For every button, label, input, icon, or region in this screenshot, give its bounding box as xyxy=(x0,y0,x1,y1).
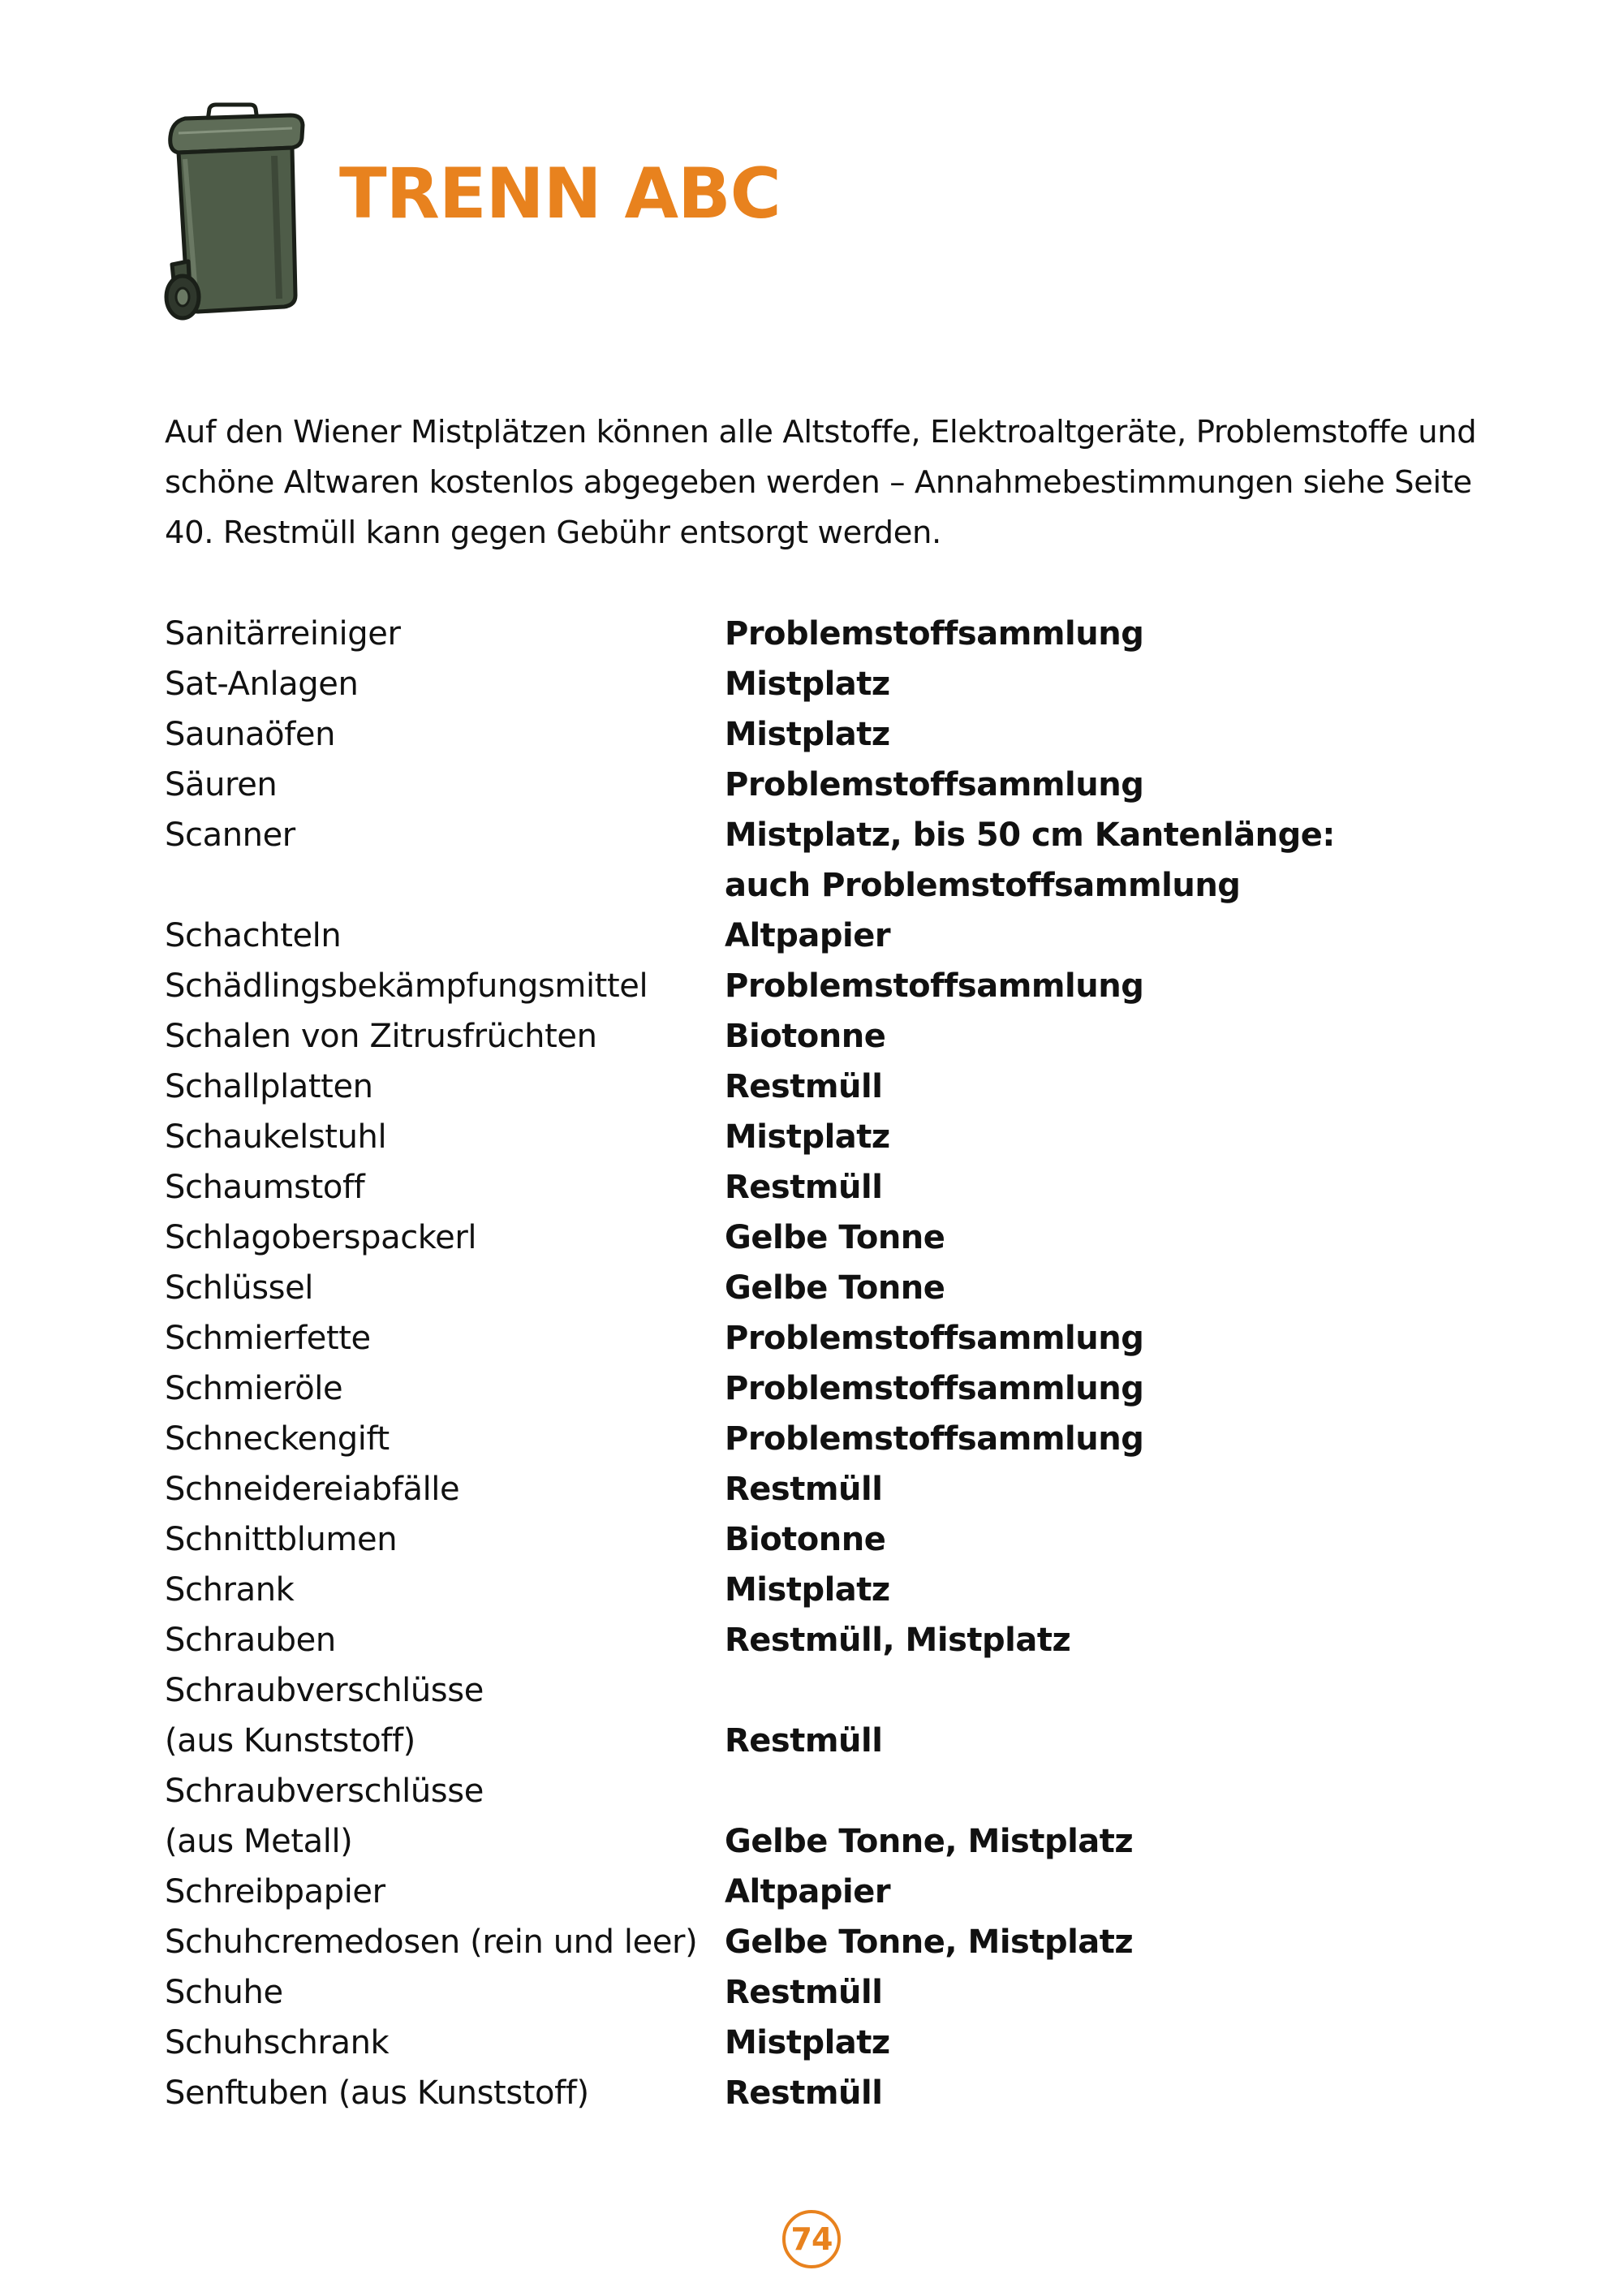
disposal-method xyxy=(725,1162,1479,1213)
item-name-line: Schmierfette xyxy=(165,1320,371,1357)
disposal-method-line: Gelbe Tonne, Mistplatz xyxy=(725,1823,1134,1860)
item-name-line: Schachteln xyxy=(165,917,342,954)
disposal-method-line: Mistplatz xyxy=(725,666,890,703)
item-name xyxy=(165,709,725,760)
disposal-method-line: Gelbe Tonne, Mistplatz xyxy=(725,1923,1134,1961)
item-name xyxy=(165,659,725,709)
disposal-method-line: Restmüll xyxy=(725,1974,883,2011)
disposal-method-line: Mistplatz xyxy=(725,1571,890,1609)
disposal-method-line: Restmüll xyxy=(725,1471,883,1508)
trash-bin-icon xyxy=(161,102,305,321)
item-name-line: Schnittblumen xyxy=(165,1521,398,1558)
waste-sorting-table xyxy=(165,609,1479,2118)
item-name xyxy=(165,1414,725,1464)
item-name-line: Schneidereiabfälle xyxy=(165,1471,460,1508)
disposal-method xyxy=(725,1665,1479,1766)
table-row xyxy=(165,961,1479,1011)
item-name-line: Saunaöfen xyxy=(165,716,336,753)
disposal-method-line: Mistplatz xyxy=(725,1118,890,1156)
disposal-method-line: Restmüll xyxy=(725,1722,883,1760)
table-row xyxy=(165,760,1479,810)
item-name-line: Schraubverschlüsse xyxy=(165,1773,484,1810)
disposal-method xyxy=(725,1313,1479,1363)
item-name-line: Schaukelstuhl xyxy=(165,1118,387,1156)
item-name xyxy=(165,1867,725,1917)
disposal-method-line: Problemstoffsammlung xyxy=(725,615,1144,653)
disposal-method-line: Mistplatz xyxy=(725,716,890,753)
disposal-method-line: Biotonne xyxy=(725,1018,886,1055)
disposal-method-line: Gelbe Tonne xyxy=(725,1219,945,1256)
item-name xyxy=(165,1162,725,1213)
disposal-method xyxy=(725,810,1479,911)
page-number: 74 xyxy=(782,2210,841,2268)
table-row xyxy=(165,609,1479,659)
disposal-method-line: Restmüll xyxy=(725,1169,883,1206)
table-row xyxy=(165,1414,1479,1464)
table-row xyxy=(165,1615,1479,1665)
intro-paragraph: Auf den Wiener Mistplätzen können alle Altstoffe, Elektroaltgeräte, Problemstoffe und schöne Altwaren kostenlos abgegeben werden – Annahmebestimmungen siehe Seite 40. Restmüll kann gegen Gebühr entsorgt werden. xyxy=(165,414,1477,551)
table-row xyxy=(165,1766,1479,1867)
item-name xyxy=(165,1011,725,1062)
disposal-method xyxy=(725,1967,1479,2018)
disposal-method-line: Problemstoffsammlung xyxy=(725,1320,1144,1357)
item-name-line: Schädlingsbekämpfungsmittel xyxy=(165,967,648,1005)
item-name-line: Senftuben (aus Kunststoff) xyxy=(165,2074,589,2112)
item-name-line: Schalen von Zitrusfrüchten xyxy=(165,1018,597,1055)
disposal-method xyxy=(725,1766,1479,1867)
item-name-line: Schuhe xyxy=(165,1974,283,2011)
table-row xyxy=(165,1062,1479,1112)
item-name-line: Schaumstoff xyxy=(165,1169,365,1206)
item-name xyxy=(165,1665,725,1766)
disposal-method xyxy=(725,1514,1479,1565)
item-name-line: Sanitärreiniger xyxy=(165,615,401,653)
disposal-method xyxy=(725,760,1479,810)
disposal-method xyxy=(725,1615,1479,1665)
disposal-method xyxy=(725,709,1479,760)
table-row xyxy=(165,810,1479,911)
table-row xyxy=(165,1213,1479,1263)
item-name-line: Schuhcremedosen (rein und leer) xyxy=(165,1923,698,1961)
item-name-line: Säuren xyxy=(165,766,278,803)
item-name xyxy=(165,1213,725,1263)
disposal-method xyxy=(725,1263,1479,1313)
table-row xyxy=(165,1363,1479,1414)
item-name-line: (aus Metall) xyxy=(165,1823,353,1860)
item-name-line: Schlagoberspackerl xyxy=(165,1219,477,1256)
table-row xyxy=(165,1313,1479,1363)
item-name-line: Schallplatten xyxy=(165,1068,373,1105)
disposal-method-line: auch Problemstoffsammlung xyxy=(725,867,1241,904)
item-name-line: Schreibpapier xyxy=(165,1873,385,1910)
table-row xyxy=(165,1162,1479,1213)
disposal-method xyxy=(725,1112,1479,1162)
table-row xyxy=(165,1112,1479,1162)
disposal-method-line xyxy=(725,1766,1479,1816)
item-name-line: Schneckengift xyxy=(165,1420,390,1458)
disposal-method-line: Problemstoffsammlung xyxy=(725,1420,1144,1458)
item-name xyxy=(165,961,725,1011)
item-name xyxy=(165,1967,725,2018)
table-row xyxy=(165,709,1479,760)
disposal-method xyxy=(725,659,1479,709)
disposal-method-line: Restmüll xyxy=(725,1068,883,1105)
disposal-method xyxy=(725,609,1479,659)
item-name-line: Schmieröle xyxy=(165,1370,343,1407)
disposal-method xyxy=(725,911,1479,961)
item-name xyxy=(165,2018,725,2068)
table-row xyxy=(165,1464,1479,1514)
disposal-method xyxy=(725,961,1479,1011)
disposal-method xyxy=(725,1363,1479,1414)
item-name-line: Schraubverschlüsse xyxy=(165,1672,484,1709)
item-name xyxy=(165,1917,725,1967)
disposal-method xyxy=(725,1011,1479,1062)
disposal-method xyxy=(725,1867,1479,1917)
disposal-method-line: Restmüll, Mistplatz xyxy=(725,1622,1071,1659)
item-name xyxy=(165,1464,725,1514)
item-name xyxy=(165,2068,725,2118)
table-row xyxy=(165,1565,1479,1615)
item-name xyxy=(165,1565,725,1615)
disposal-method xyxy=(725,2068,1479,2118)
disposal-method-line: Biotonne xyxy=(725,1521,886,1558)
table-row xyxy=(165,659,1479,709)
disposal-method-line: Problemstoffsammlung xyxy=(725,967,1144,1005)
item-name xyxy=(165,1062,725,1112)
item-name-line: (aus Kunststoff) xyxy=(165,1722,415,1760)
item-name xyxy=(165,1363,725,1414)
disposal-method-line: Altpapier xyxy=(725,1873,891,1910)
item-name-line: Sat-Anlagen xyxy=(165,666,359,703)
item-name xyxy=(165,1766,725,1867)
disposal-method xyxy=(725,1414,1479,1464)
table-row xyxy=(165,1967,1479,2018)
item-name xyxy=(165,1112,725,1162)
item-name-line: Scanner xyxy=(165,816,295,854)
disposal-method-line: Restmüll xyxy=(725,2074,883,2112)
table-row xyxy=(165,1263,1479,1313)
item-name xyxy=(165,1313,725,1363)
item-name xyxy=(165,810,725,911)
table-row xyxy=(165,2068,1479,2118)
disposal-method xyxy=(725,1213,1479,1263)
item-name xyxy=(165,1263,725,1313)
table-row xyxy=(165,1665,1479,1766)
table-row xyxy=(165,1867,1479,1917)
table-row xyxy=(165,1514,1479,1565)
item-name-line: Schuhschrank xyxy=(165,2024,390,2061)
table-row xyxy=(165,911,1479,961)
disposal-method-line: Mistplatz xyxy=(725,2024,890,2061)
table-row xyxy=(165,1917,1479,1967)
disposal-method xyxy=(725,1062,1479,1112)
disposal-method-line: Mistplatz, bis 50 cm Kantenlänge: xyxy=(725,816,1335,854)
disposal-method xyxy=(725,1565,1479,1615)
disposal-method-line: Problemstoffsammlung xyxy=(725,1370,1144,1407)
disposal-method-line xyxy=(725,1665,1479,1716)
disposal-method-line: Problemstoffsammlung xyxy=(725,766,1144,803)
item-name xyxy=(165,1615,725,1665)
item-name xyxy=(165,1514,725,1565)
page-title: TRENN ABC xyxy=(339,153,781,235)
disposal-method xyxy=(725,1917,1479,1967)
item-name xyxy=(165,609,725,659)
item-name xyxy=(165,911,725,961)
item-name-line: Schrank xyxy=(165,1571,295,1609)
table-row xyxy=(165,1011,1479,1062)
disposal-method xyxy=(725,2018,1479,2068)
disposal-method-line: Altpapier xyxy=(725,917,891,954)
disposal-method xyxy=(725,1464,1479,1514)
disposal-method-line: Gelbe Tonne xyxy=(725,1269,945,1307)
item-name-line: Schlüssel xyxy=(165,1269,314,1307)
item-name xyxy=(165,760,725,810)
table-row xyxy=(165,2018,1479,2068)
item-name-line: Schrauben xyxy=(165,1622,336,1659)
